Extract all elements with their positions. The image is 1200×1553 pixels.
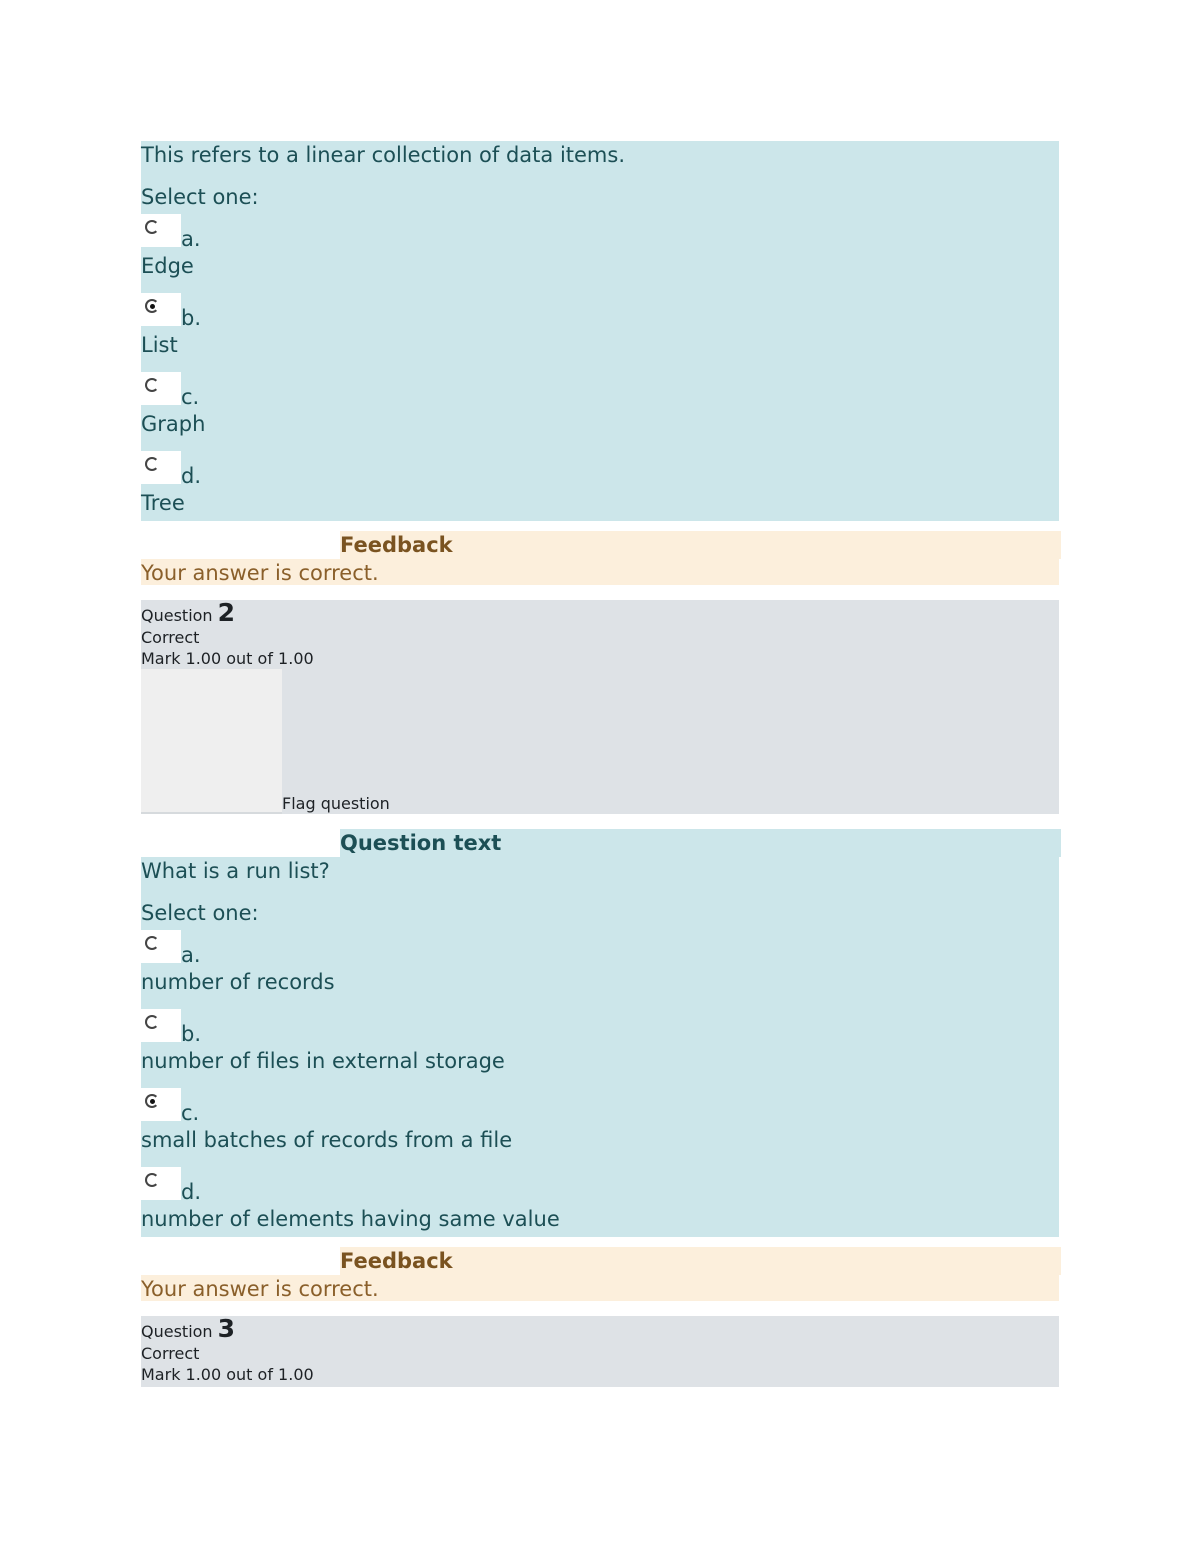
q2-option-c[interactable]: [141, 1085, 1059, 1164]
question-2-content: [141, 857, 1059, 1237]
q2-option-c-label: small batches of records from a file: [141, 1128, 513, 1152]
q2-feedback-text: Your answer is correct.: [141, 1275, 1059, 1301]
question-2-number: 2: [217, 598, 236, 627]
question-3-label: Question: [141, 1322, 213, 1341]
q1-option-c-letter: c.: [181, 385, 200, 409]
q2-option-d-label: number of elements having same value: [141, 1207, 560, 1231]
question-3-info: [141, 1316, 1059, 1387]
q2-option-a-label: number of records: [141, 970, 335, 994]
q1-option-d[interactable]: [141, 448, 1059, 521]
question-2-heading: Question text: [340, 829, 1061, 857]
q1-option-d-letter: d.: [181, 464, 202, 488]
q1-feedback-heading: Feedback: [340, 531, 1061, 559]
q2-option-c-letter: c.: [181, 1101, 200, 1125]
question-1-text: This refers to a linear collection of data items.: [141, 143, 626, 167]
question-2-info: [141, 600, 1059, 814]
q2-option-b[interactable]: [141, 1006, 1059, 1085]
q1-option-d-radio[interactable]: [145, 457, 159, 471]
q1-option-c-label: Graph: [141, 412, 206, 436]
question-1-prompt: Select one:: [141, 185, 259, 209]
q1-option-b-label: List: [141, 333, 178, 357]
q1-feedback-text: Your answer is correct.: [141, 559, 1059, 585]
question-2-label: Question: [141, 606, 213, 625]
q2-option-a[interactable]: [141, 927, 1059, 1006]
question-1-content: [141, 141, 1059, 521]
q1-option-a-label: Edge: [141, 254, 194, 278]
q2-option-d-radio[interactable]: [145, 1173, 159, 1187]
q2-option-b-radio[interactable]: [145, 1015, 159, 1029]
question-2-prompt: Select one:: [141, 901, 259, 925]
quiz-review: [141, 141, 1059, 1387]
question-2-mark: Mark 1.00 out of 1.00: [141, 649, 314, 668]
q2-option-b-letter: b.: [181, 1022, 202, 1046]
q1-option-a[interactable]: [141, 211, 1059, 290]
q1-option-b-radio[interactable]: [145, 299, 159, 313]
q1-option-a-letter: a.: [181, 227, 201, 251]
q2-option-a-radio[interactable]: [145, 936, 159, 950]
q1-option-c[interactable]: [141, 369, 1059, 448]
q1-option-b-letter: b.: [181, 306, 202, 330]
flag-icon[interactable]: [141, 669, 282, 814]
q1-option-d-label: Tree: [141, 491, 185, 515]
question-3-mark: Mark 1.00 out of 1.00: [141, 1365, 314, 1384]
q2-option-b-label: number of files in external storage: [141, 1049, 505, 1073]
question-3-number: 3: [217, 1314, 236, 1343]
question-2-flag-area: [141, 669, 1059, 814]
q1-option-a-radio[interactable]: [145, 220, 159, 234]
q1-option-c-radio[interactable]: [145, 378, 159, 392]
question-2-text: What is a run list?: [141, 859, 330, 883]
q2-feedback-heading: Feedback: [340, 1247, 1061, 1275]
q2-option-a-letter: a.: [181, 943, 201, 967]
q2-option-d[interactable]: [141, 1164, 1059, 1237]
q1-option-b[interactable]: [141, 290, 1059, 369]
question-2-status: Correct: [141, 628, 200, 647]
q2-option-c-radio[interactable]: [145, 1094, 159, 1108]
q2-option-d-letter: d.: [181, 1180, 202, 1204]
question-3-status: Correct: [141, 1344, 200, 1363]
flag-question-link[interactable]: Flag question: [282, 794, 390, 813]
